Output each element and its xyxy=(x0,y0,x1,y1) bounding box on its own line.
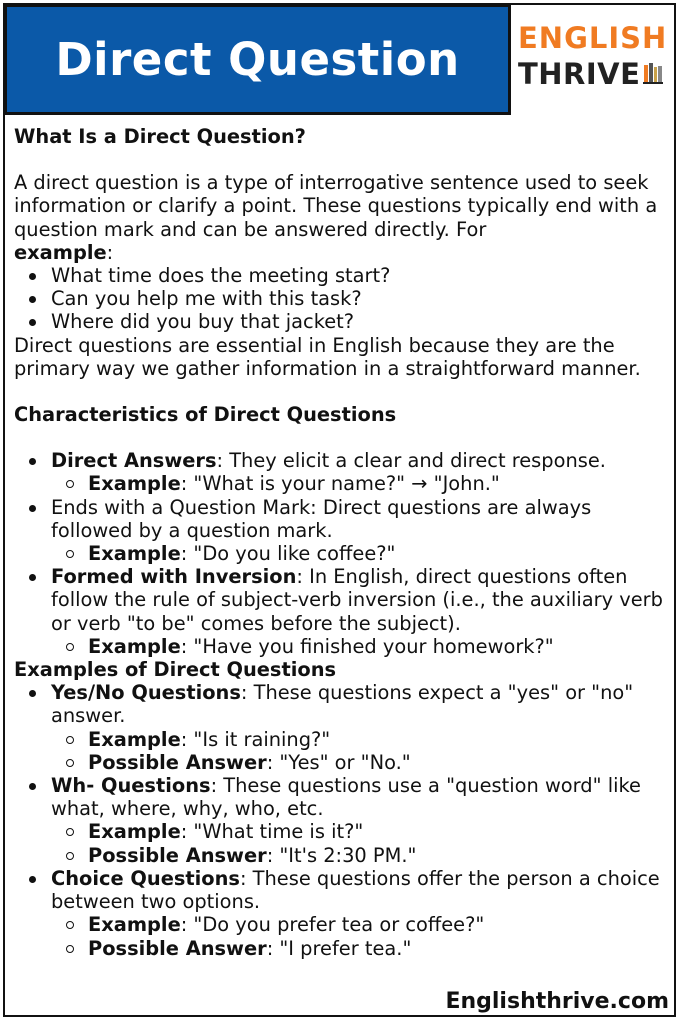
item-text: : These questions expect a "yes" or "no" answer. xyxy=(51,681,634,728)
sub-list xyxy=(51,542,669,565)
sub-text: : "Do you prefer tea or coffee?" xyxy=(180,913,485,937)
title-banner xyxy=(4,4,511,115)
logo-word-thrive-row xyxy=(518,54,668,94)
sub-text: : "What time is it?" xyxy=(180,820,364,844)
sub-bold: Possible Answer xyxy=(88,936,267,960)
sub-bold: Example xyxy=(88,727,181,751)
intro-colon: : xyxy=(106,240,114,264)
sub-list-item xyxy=(51,472,669,495)
sub-bold: Possible Answer xyxy=(88,750,267,774)
sub-text: : "I prefer tea." xyxy=(266,936,412,960)
sub-text: : "Have you finished your homework?" xyxy=(180,634,554,658)
sub-list xyxy=(51,728,669,774)
item-bold: Direct Answers xyxy=(51,449,217,473)
sub-list-item xyxy=(51,820,669,843)
list-item xyxy=(14,449,669,495)
item-bold: Choice Questions xyxy=(51,866,240,890)
item-text: : They elicit a clear and direct response. xyxy=(216,449,606,473)
brand-logo xyxy=(518,22,668,102)
intro-text: A direct question is a type of interrogative sentence used to seek information or clarify a point. These questions typically end with a question mark and can be answered directly. For xyxy=(14,171,658,241)
logo-word-thrive: THRIVE xyxy=(518,57,641,91)
sub-list xyxy=(51,913,669,959)
sub-text: : "Is it raining?" xyxy=(180,727,331,751)
sub-list-item xyxy=(51,542,669,565)
sub-bold: Example xyxy=(88,820,181,844)
item-bold: Wh- Questions xyxy=(51,774,211,798)
list-item: What time does the meeting start? xyxy=(14,264,669,287)
sub-list xyxy=(51,820,669,866)
sub-bold: Example xyxy=(88,913,181,937)
sub-list-item xyxy=(51,728,669,751)
sub-list-item xyxy=(51,844,669,867)
sub-text: : "It's 2:30 PM." xyxy=(266,843,417,867)
section-heading-examples: Examples of Direct Questions xyxy=(14,658,337,682)
item-text: : These questions use a "question word" like what, where, why, who, etc. xyxy=(51,774,641,821)
logo-word-english: ENGLISH xyxy=(518,21,668,55)
sub-bold: Example xyxy=(88,542,181,566)
page-title: Direct Question xyxy=(55,33,460,86)
article-body xyxy=(14,125,669,960)
sub-text: : "What is your name?" → "John." xyxy=(180,472,500,496)
sub-list-item xyxy=(51,751,669,774)
sub-text: : "Do you like coffee?" xyxy=(180,542,396,566)
characteristics-list xyxy=(14,449,669,658)
sub-list-item xyxy=(51,937,669,960)
list-item xyxy=(14,867,669,960)
sub-list xyxy=(51,472,669,495)
sub-bold: Possible Answer xyxy=(88,843,267,867)
list-item: Can you help me with this task? xyxy=(14,287,669,310)
list-item: Where did you buy that jacket? xyxy=(14,310,669,333)
item-text: Ends with a Question Mark: Direct questions are always followed by a question mark. xyxy=(51,495,592,542)
intro-bold-example: example xyxy=(14,240,107,264)
sub-bold: Example xyxy=(88,472,181,496)
sub-list-item xyxy=(51,635,669,658)
list-item xyxy=(14,496,669,566)
examples-list xyxy=(14,681,669,959)
section-heading-what-is: What Is a Direct Question? xyxy=(14,125,306,148)
intro-paragraph xyxy=(14,171,669,264)
item-text: : In English, direct questions often follow the rule of subject-verb inversion (i.e., the auxiliary verb or verb "to be" comes before the subject). xyxy=(51,565,663,635)
section-heading-characteristics: Characteristics of Direct Questions xyxy=(14,403,397,427)
sub-bold: Example xyxy=(88,634,181,658)
outro-paragraph: Direct questions are essential in English because they are the primary way we gather information in a straightforward manner. xyxy=(14,333,641,380)
item-bold: Formed with Inversion xyxy=(51,565,297,589)
list-item xyxy=(14,774,669,867)
item-bold: Yes/No Questions xyxy=(51,681,241,705)
list-item xyxy=(14,565,669,658)
books-icon xyxy=(643,54,663,94)
sub-list-item xyxy=(51,913,669,936)
item-text: : These questions offer the person a choice between two options. xyxy=(51,866,660,914)
example-list xyxy=(14,264,669,334)
footer-site-url: Englishthrive.com xyxy=(445,989,669,1014)
list-item xyxy=(14,681,669,774)
sub-list xyxy=(51,635,669,658)
sub-text: : "Yes" or "No." xyxy=(266,750,411,774)
